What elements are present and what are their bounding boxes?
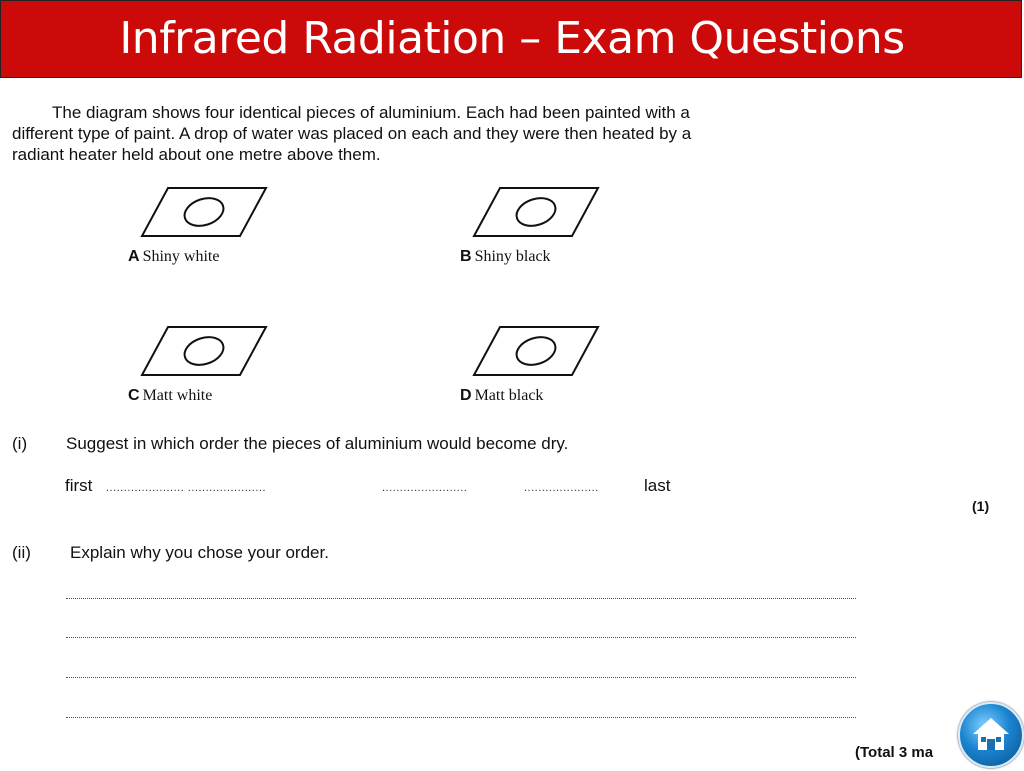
plate-a-label <box>128 248 219 266</box>
home-icon <box>960 704 1022 766</box>
part-i-question: Suggest in which order the pieces of aluminium would become dry. <box>66 434 569 453</box>
plate-c-letter: C <box>128 387 140 404</box>
plate-b-text: Shiny black <box>474 248 551 265</box>
plate-d-label <box>460 387 543 405</box>
aluminium-plate-b-diagram <box>472 186 602 244</box>
aluminium-plate-c-diagram <box>140 325 270 383</box>
first-label: first <box>65 476 93 495</box>
intro-line: radiant heater held about one metre above them. <box>12 145 381 164</box>
order-blank-1-2[interactable]: ...................... ...................... <box>106 482 267 494</box>
plate-a-text: Shiny white <box>142 248 220 265</box>
page-title: Infrared Radiation – Exam Questions <box>119 13 905 64</box>
part-ii-number: (ii) <box>12 543 31 562</box>
order-blank-4[interactable]: ..................... <box>524 482 599 494</box>
plate-c-text: Matt white <box>142 387 213 404</box>
answer-line[interactable] <box>66 677 856 678</box>
intro-line: The diagram shows four identical pieces of aluminium. Each had been painted with a <box>52 103 690 122</box>
part-i-number: (i) <box>12 434 28 453</box>
plate-c-label <box>128 387 212 405</box>
answer-line[interactable] <box>66 637 856 638</box>
total-marks: (Total 3 ma <box>855 744 934 761</box>
plate-d-letter: D <box>460 387 472 404</box>
plate-b-letter: B <box>460 248 472 265</box>
plate-b-label <box>460 248 551 266</box>
aluminium-plate-d-diagram <box>472 325 602 383</box>
home-button[interactable] <box>958 702 1024 768</box>
order-blank-3[interactable]: ........................ <box>382 482 468 494</box>
intro-line: different type of paint. A drop of water was placed on each and they were then heated by a <box>12 124 692 143</box>
plate-a-letter: A <box>128 248 140 265</box>
answer-line[interactable] <box>66 598 856 599</box>
part-i-marks: (1) <box>972 498 990 514</box>
answer-line[interactable] <box>66 717 856 718</box>
aluminium-plate-a-diagram <box>140 186 270 244</box>
part-ii-question: Explain why you chose your order. <box>70 543 329 562</box>
question-intro <box>12 102 892 165</box>
plate-d-text: Matt black <box>474 387 544 404</box>
last-label: last <box>644 476 671 495</box>
